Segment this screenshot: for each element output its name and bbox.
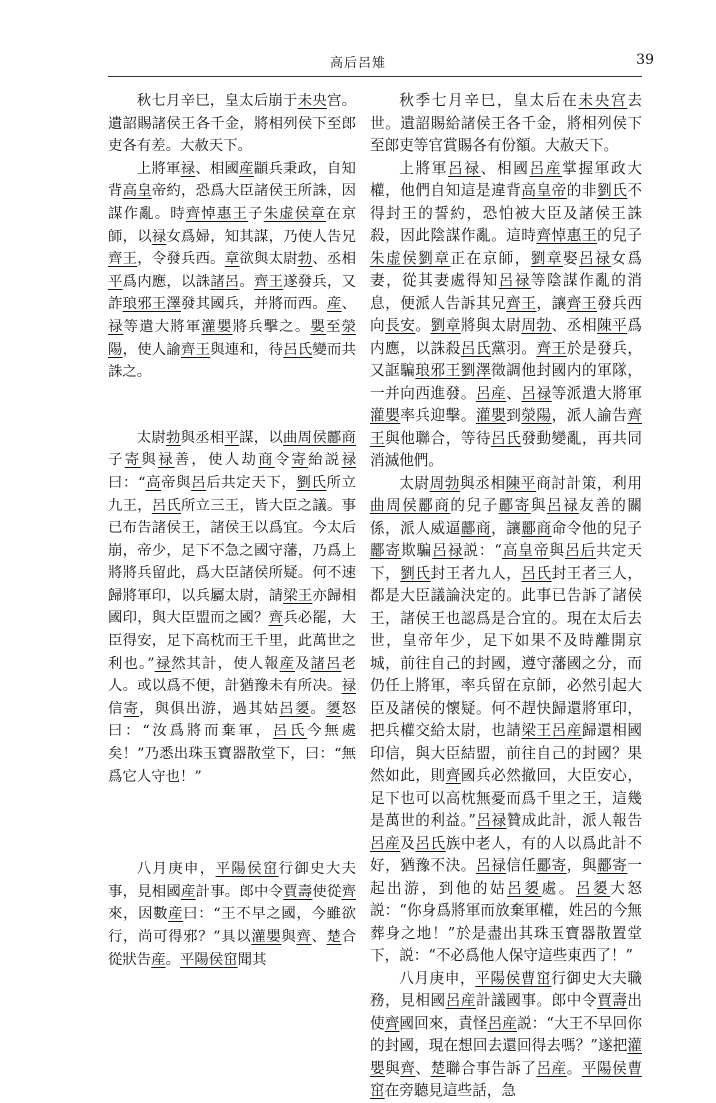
proper-noun: 灌嬰 [370,407,401,424]
proper-noun: 呂産 [487,1014,517,1032]
proper-noun: 呂禄 [546,497,580,514]
proper-noun: 呂禄 [498,272,531,289]
proper-noun: 平 [224,429,240,446]
proper-noun: 呂嬃 [575,879,611,897]
proper-noun: 酈商 [521,519,552,537]
proper-noun: 呂氏 [521,564,552,582]
proper-noun: 梁王 [283,587,313,604]
running-title: 高后呂雉 [329,56,386,71]
proper-noun: 琅邪王 [122,296,167,313]
proper-noun: 呂氏 [283,341,313,358]
proper-noun: 齊 [268,610,284,627]
proper-noun: 商 [258,452,275,469]
proper-noun: 劉章 [530,249,563,267]
proper-noun: 酈寄 [597,857,628,874]
proper-noun: 産 [239,160,254,177]
proper-noun: 陳平 [597,317,628,334]
proper-noun: 呂禄 [448,159,481,177]
proper-noun: 呂 [191,474,207,491]
proper-noun: 禄 [341,678,356,695]
proper-noun: 齊 [384,1014,400,1032]
proper-noun: 呂禄 [432,542,464,559]
proper-noun: 禄 [158,452,175,469]
proper-noun: 禄 [154,655,172,672]
proper-noun: 劉氏 [597,182,628,199]
paragraph: 秋季七月辛巳，皇太后在未央宫去世。遺詔賜給諸侯王各千金，將相列侯下至郎吏等官賞賜各有份額。大赦天下。 [370,92,642,154]
proper-noun: 長安 [385,317,416,334]
proper-noun: 呂氏 [415,834,446,852]
proper-noun: 滎陽 [521,407,552,424]
proper-noun: 章 [224,251,240,268]
header-rule [108,76,642,77]
running-head [0,52,716,72]
proper-noun: 朱虚侯 [370,249,419,267]
proper-noun: 齊 [445,767,461,784]
proper-noun: 曹窋 [370,1059,642,1099]
proper-noun: 劉章 [430,317,461,334]
proper-noun: 呂嬃 [279,700,311,717]
proper-noun: 高 [145,474,162,491]
proper-noun: 産 [326,296,342,313]
proper-noun: 呂氏 [491,429,522,447]
proper-noun: 灌嬰 [251,929,282,945]
right-column-modern-translation [370,80,642,1103]
proper-noun: 灌嬰 [201,318,233,335]
paragraph: 秋七月辛巳，皇太后崩于未央宫。遺詔賜諸侯王各千金，將相列侯下至郎吏各有差。大赦天下。 [108,93,356,155]
proper-noun: 呂産 [536,1059,567,1077]
proper-noun: 曲周侯 [283,429,327,446]
proper-noun: 周勃 [429,474,461,492]
proper-noun: 曲周侯 [370,497,419,514]
proper-noun: 呂産 [475,384,507,402]
proper-noun: 平陽侯 [581,1059,628,1077]
proper-noun: 齊王 [506,294,537,312]
proper-noun: 勃 [166,429,181,446]
proper-noun: 朱虚侯 [263,205,311,222]
paragraph: 太尉周勃與丞相陳平商討計策，利用曲周侯酈商的兒子酈寄與呂禄友善的關係，派人威逼酈商，讓酈商命令他的兒子酈寄欺騙呂禄説：“高皇帝與呂后共定天下，劉氏封王者九人，呂氏封王者三人，都是大臣議論決定的。此事已告訴了諸侯王，諸侯王也認爲是合宜的。現在太后去世，皇帝年少，足下如果不及時離開京城，前往自己的封國，遵守藩國之分，而仍任上將軍，率兵留在京師，必然引起大臣及諸侯的懷疑。何不趕快歸還將軍印，把兵權交給太尉，也請梁王呂産歸還相國印信，與大臣結盟，前往自己的封國？果然如此，則齊國兵必然撤回，大臣安心，足下也可以高枕無憂而爲千里之王，這幾是萬世的利益。”呂禄贊成此計，派人報告呂産及呂氏族中老人，有的人以爲此計不好，猶豫不決。呂禄信任酈寄，與酈寄一起出游，到他的姑呂嬃處。呂嬃大怒説：“你身爲將軍而放棄軍權，姓呂的今無葬身之地！”於是盡出其珠玉寶器散置堂下，説：“不必爲他人保守這些東西了！” [370,474,642,964]
proper-noun: 産 [151,951,166,968]
proper-noun: 未央宫 [578,92,628,109]
proper-noun: 嬰 [310,318,326,335]
proper-noun: 呂産 [370,834,401,852]
proper-noun: 滎陽 [108,318,356,358]
proper-noun: 禄 [341,452,356,469]
proper-noun: 産 [279,655,296,672]
proper-noun: 劉氏 [296,474,327,491]
proper-noun: 齊王 [566,294,598,312]
paragraph: 太尉勃與丞相平謀，以曲周侯酈商子寄與禄善，使人劫商令寄紿説禄曰：“高帝與呂后共定天下，劉氏所立九王，呂氏所立三王，皆大臣之議。事已布告諸侯王，諸侯王以爲宜。今太后崩，帝少，足下不急之國守藩，乃爲上將將兵留此，爲大臣諸侯所疑。何不速歸將軍印，以兵屬太尉，請梁王亦歸相國印，與大臣盟而之國？齊兵必罷，大臣得安，足下高枕而王千里，此萬世之利也。”禄然其計，使人報産及諸呂老人。或以爲不便，計猶豫未有所决。禄信寄，與俱出游，過其姑呂嬃。嬃怒曰：“汝爲將而棄軍，呂氏今無處矣！”乃悉出珠玉寶器散堂下，曰：“無爲它人守也！” [108,429,356,785]
proper-noun: 齊 [296,929,312,945]
proper-noun: 酈商 [460,519,492,537]
proper-noun: 平陽侯 [475,969,521,987]
proper-noun: 酈商 [418,497,451,514]
proper-noun: 嬃 [325,700,342,717]
proper-noun: 禄 [180,160,196,177]
proper-noun: 呂后 [565,542,597,559]
proper-noun: 酈寄 [498,497,531,514]
proper-noun: 曹窋 [520,969,552,987]
proper-noun: 陳平 [505,474,537,492]
proper-noun: 呂氏 [151,497,181,514]
proper-noun: 諸呂 [310,655,342,672]
proper-noun: 窋 [262,861,279,878]
proper-noun: 呂氏 [460,339,492,357]
proper-noun: 齊 [400,1059,416,1077]
proper-noun: 齊王 [181,341,211,358]
proper-noun: 酈寄 [536,857,567,874]
proper-noun: 禄 [151,228,167,245]
proper-noun: 酈商 [326,429,356,446]
proper-noun: 寄 [123,700,140,717]
proper-noun: 齊悼惠王 [536,227,598,244]
proper-noun: 灌嬰 [370,1037,642,1077]
proper-noun: 呂禄 [475,812,507,829]
proper-noun: 高皇帝 [521,182,567,199]
proper-noun: 諸呂 [210,273,240,290]
proper-noun: 高皇 [122,183,152,200]
proper-noun: 賈壽 [283,883,313,900]
proper-noun: 梁王 [521,722,552,739]
paragraph: 上將軍禄、相國産顓兵秉政，自知背高皇帝約，恐爲大臣諸侯王所誅，因謀作亂。時齊悼惠王子朱虚侯章在京師，以禄女爲婦，知其謀，乃使人告兄齊王，令發兵西。章欲與太尉勃、丞相平爲内應，以誅諸呂。齊王遂發兵，又詐琅邪王澤發其國兵，并將而西。産、禄等遣大將軍灌嬰將兵擊之。嬰至滎陽，使人諭齊王與連和，待呂氏變而共誅之。 [108,160,356,381]
proper-noun: 楚 [430,1059,446,1077]
proper-noun: 灌嬰 [475,407,507,424]
proper-noun: 齊王 [108,251,138,268]
proper-noun: 章 [310,205,326,222]
proper-noun: 平陽侯 [215,861,263,878]
proper-noun: 寄 [291,452,309,469]
proper-noun: 呂氏 [272,723,308,740]
proper-noun: 澤 [166,296,182,313]
proper-noun: 平陽侯 [180,951,224,968]
proper-noun: 劉章 [418,249,451,267]
proper-noun: 平 [108,273,123,290]
proper-noun: 未央 [297,93,327,109]
proper-noun: 齊 [341,883,356,900]
proper-noun: 周勃 [521,317,552,334]
proper-noun: 齊王 [254,273,284,290]
proper-noun: 呂禄 [475,857,507,874]
proper-noun: 賈壽 [597,992,628,1009]
left-column-classical-text [108,80,356,971]
proper-noun: 呂産 [445,992,476,1009]
proper-noun: 呂産 [551,722,582,739]
paragraph: 八月庚申，平陽侯窋行御史大夫事，見相國産計事。郎中令賈壽使從齊來，因數産曰：“王不早之國，今雖欲行，尚可得邪？”具以灌嬰與齊、楚合從狀告産。平陽侯窋聞其 [108,861,356,968]
proper-noun: 劉氏 [400,564,431,582]
proper-noun: 齊王 [536,339,567,357]
proper-noun: 産 [168,906,184,923]
paragraph: 八月庚申，平陽侯曹窋行御史大夫職務，見相國呂産計議國事。郎中令賈壽出使齊國回來，責怪呂産説：“大王不早回你的封國，現在想回去還回得去嗎？”遂把灌嬰與齊、楚聯合事告訴了呂産。平陽侯曹窋在旁聽見這些話，急 [370,969,642,1099]
proper-noun: 高皇帝 [501,542,550,559]
proper-noun: 呂嬃 [507,879,542,897]
proper-noun: 産 [180,883,196,900]
proper-noun: 琅邪王 [415,362,461,379]
proper-noun: 劉澤 [460,362,492,379]
proper-noun: 勃 [297,251,313,268]
proper-noun: 酈寄 [370,542,402,559]
proper-noun: 呂禄 [521,384,552,402]
proper-noun: 窋 [223,951,238,968]
proper-noun: 呂産 [529,159,563,177]
proper-noun: 齊悼惠王 [185,205,249,222]
proper-noun: 呂禄 [579,249,612,267]
proper-noun: 楚 [326,929,342,945]
proper-noun: 禄 [108,318,124,335]
paragraph: 上將軍呂禄、相國呂産掌握軍政大權，他們自知這是違背高皇帝的非劉氏不得封王的誓約，恐怕被大臣及諸侯王誅殺，因此陰謀作亂。這時齊悼惠王的兒子朱虚侯劉章正在京師，劉章娶呂禄女爲妻，從其妻處得知呂禄等陰謀作亂的消息，便派人告訴其兄齊王，讓齊王發兵西向長安。劉章將與太尉周勃、丞相陳平爲内應，以誅殺呂氏黨羽。齊王於是發兵，又誆騙琅邪王劉澤徵調他封國内的軍隊，一并向西進發。呂産、呂禄等派遣大將軍灌嬰率兵迎擊。灌嬰到滎陽，派人諭告齊王與他聯合，等待呂氏發動變亂，再共同消滅他們。 [370,159,642,469]
proper-noun: 寄 [124,452,142,469]
proper-noun: 齊王 [370,407,642,447]
page-number: 39 [636,52,654,68]
